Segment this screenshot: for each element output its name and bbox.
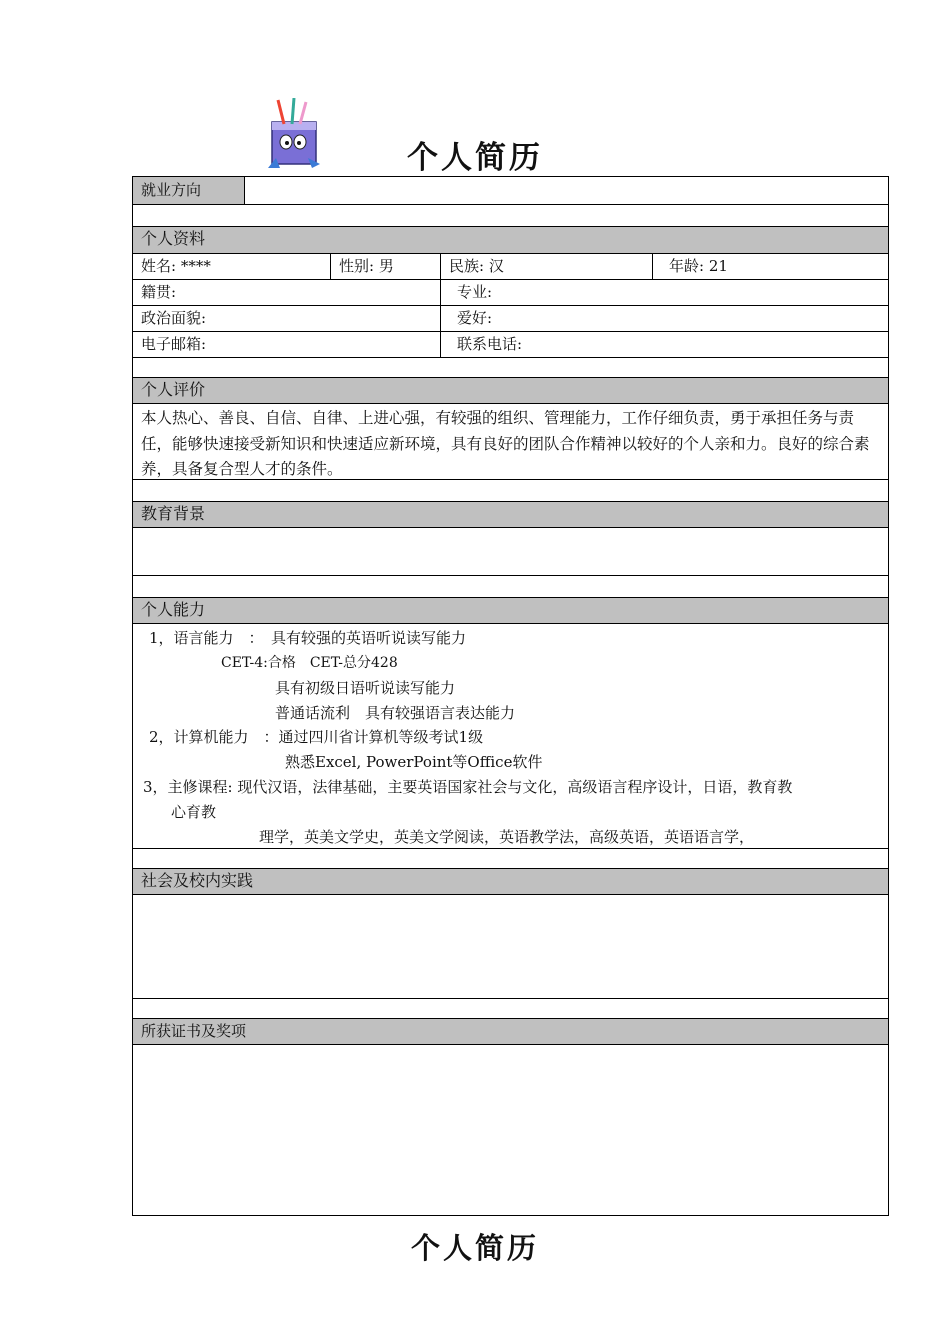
ability-courses: 3，主修课程: 现代汉语，法律基础，主要英语国家社会与文化，高级语言程序设计，日语，教育教 bbox=[143, 778, 793, 796]
ability-language: 1，语言能力 ： 具有较强的英语听说读写能力 bbox=[149, 629, 467, 647]
major-field: 专业: bbox=[457, 283, 493, 301]
personal-row-1 bbox=[133, 254, 888, 280]
ability-office: 熟悉Excel, PowerPoint等Office软件 bbox=[285, 753, 543, 771]
section-header-evaluation: 个人评价 bbox=[133, 378, 888, 404]
personal-row-4 bbox=[133, 332, 888, 358]
section-header-abilities: 个人能力 bbox=[133, 598, 888, 624]
age-field: 年龄: 21 bbox=[669, 257, 728, 275]
education-body[interactable] bbox=[133, 528, 888, 576]
evaluation-text: 本人热心、善良、自信、自律、上进心强，有较强的组织、管理能力，工作仔细负责，勇于承担任务与责任，能够快速接受新知识和快速适应新环境，具有良好的团队合作精神以较好的个人亲和力。良好的综合素养，具备复合型人才的条件。 bbox=[141, 409, 870, 478]
name-field: 姓名: **** bbox=[133, 254, 331, 279]
section-header-personal: 个人资料 bbox=[133, 227, 888, 254]
gender-field: 性别: 男 bbox=[331, 254, 441, 279]
career-field[interactable] bbox=[245, 177, 888, 204]
spacer-row bbox=[133, 849, 888, 869]
hobby-field: 爱好: bbox=[457, 309, 493, 327]
career-label: 就业方向 bbox=[133, 177, 245, 204]
career-row bbox=[133, 177, 888, 205]
spacer-row bbox=[133, 480, 888, 502]
ability-computer: 2，计算机能力 ：通过四川省计算机等级考试1级 bbox=[149, 728, 484, 746]
section-header-practice: 社会及校内实践 bbox=[133, 869, 888, 895]
spacer-row bbox=[133, 999, 888, 1019]
spacer-row bbox=[133, 358, 888, 378]
ability-mandarin: 普通话流利 具有较强语言表达能力 bbox=[275, 704, 516, 722]
page-title: 个人简历 bbox=[407, 140, 543, 176]
political-field: 政治面貌: bbox=[133, 306, 441, 331]
evaluation-body bbox=[133, 404, 888, 480]
awards-body[interactable] bbox=[133, 1045, 888, 1215]
personal-row-2 bbox=[133, 280, 888, 306]
ability-courses-more: 理学，英美文学史，英美文学阅读，英语教学法，高级英语，英语语言学， bbox=[259, 828, 755, 846]
abilities-body bbox=[133, 624, 888, 849]
section-header-awards: 所获证书及奖项 bbox=[133, 1019, 888, 1045]
spacer-row bbox=[133, 576, 888, 598]
phone-field: 联系电话: bbox=[457, 335, 523, 353]
ability-courses-cont: 心育教 bbox=[171, 803, 217, 821]
practice-body[interactable] bbox=[133, 895, 888, 999]
section-header-education: 教育背景 bbox=[133, 502, 888, 528]
resume-form bbox=[132, 176, 889, 1216]
email-field: 电子邮箱: bbox=[133, 332, 441, 357]
ethnicity-field: 民族: 汉 bbox=[441, 254, 653, 279]
spacer-row bbox=[133, 205, 888, 227]
footer-title: 个人简历 bbox=[410, 1231, 539, 1265]
ability-japanese: 具有初级日语听说读写能力 bbox=[275, 679, 456, 697]
ability-cet: CET-4:合格 CET-总分428 bbox=[221, 655, 398, 671]
hometown-field: 籍贯: bbox=[133, 280, 441, 305]
personal-row-3 bbox=[133, 306, 888, 332]
